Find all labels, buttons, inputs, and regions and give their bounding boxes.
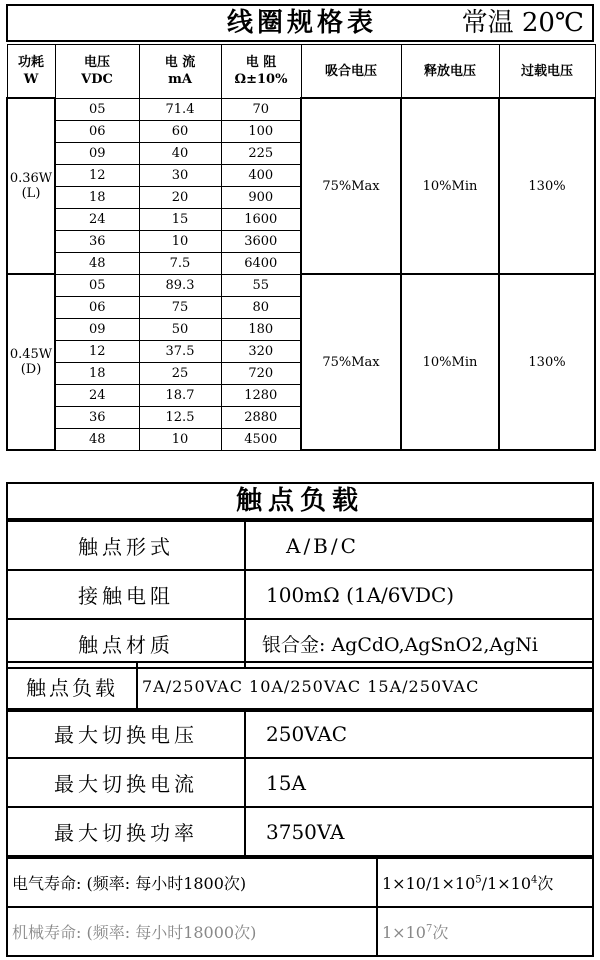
table-row — [7, 521, 593, 570]
current-cell: 10 — [139, 230, 221, 252]
resistance-cell: 4500 — [221, 428, 301, 450]
resistance-cell: 80 — [221, 296, 301, 318]
table-row — [7, 98, 595, 120]
voltage-cell: 18 — [55, 186, 139, 208]
voltage-cell: 18 — [55, 362, 139, 384]
voltage-cell: 05 — [55, 274, 139, 296]
current-cell: 30 — [139, 164, 221, 186]
current-cell: 18.7 — [139, 384, 221, 406]
table-row — [7, 907, 593, 956]
voltage-cell: 09 — [55, 318, 139, 340]
current-cell: 10 — [139, 428, 221, 450]
resistance-cell: 400 — [221, 164, 301, 186]
current-cell: 7.5 — [139, 252, 221, 274]
release-voltage-cell: 10%Min — [401, 274, 499, 450]
voltage-cell: 24 — [55, 208, 139, 230]
electrical-life-label: 电气寿命: (频率: 每小时1800次) — [7, 858, 377, 907]
power-rating-cell: 0.36W (L) — [7, 98, 55, 274]
current-cell: 75 — [139, 296, 221, 318]
coil-spec-title: 线圈规格表 — [226, 8, 377, 38]
header-release-voltage: 释放电压 — [401, 45, 499, 99]
resistance-cell: 6400 — [221, 252, 301, 274]
contact-material-value: 银合金: AgCdO,AgSnO2,AgNi — [245, 619, 593, 668]
resistance-cell: 1280 — [221, 384, 301, 406]
current-cell: 50 — [139, 318, 221, 340]
resistance-cell: 180 — [221, 318, 301, 340]
current-cell: 37.5 — [139, 340, 221, 362]
resistance-cell: 70 — [221, 98, 301, 120]
max-switch-voltage-value: 250VAC — [245, 709, 593, 758]
power-rating-cell: 0.45W (D) — [7, 274, 55, 450]
resistance-cell: 900 — [221, 186, 301, 208]
current-cell: 12.5 — [139, 406, 221, 428]
contact-material-label: 触点材质 — [7, 619, 245, 668]
temperature-label: 常温 20℃ — [461, 8, 584, 38]
max-switch-current-label: 最大切换电流 — [7, 758, 245, 807]
table-row — [7, 570, 593, 619]
resistance-cell: 720 — [221, 362, 301, 384]
max-switch-power-value: 3750VA — [245, 807, 593, 856]
table-row — [7, 758, 593, 807]
voltage-cell: 05 — [55, 98, 139, 120]
voltage-cell: 12 — [55, 164, 139, 186]
max-switch-power-label: 最大切换功率 — [7, 807, 245, 856]
current-cell: 20 — [139, 186, 221, 208]
voltage-cell: 48 — [55, 428, 139, 450]
table-row — [7, 807, 593, 856]
resistance-cell: 3600 — [221, 230, 301, 252]
life-table — [6, 857, 594, 957]
contact-max-table — [6, 708, 594, 857]
header-overload-voltage: 过载电压 — [499, 45, 595, 99]
voltage-cell: 12 — [55, 340, 139, 362]
mechanical-life-label: 机械寿命: (频率: 每小时18000次) — [7, 907, 377, 956]
contact-load-title-bar — [6, 482, 594, 520]
voltage-cell: 48 — [55, 252, 139, 274]
voltage-cell: 09 — [55, 142, 139, 164]
table-row — [7, 709, 593, 758]
contact-load-rating-table — [6, 661, 594, 712]
voltage-cell: 06 — [55, 120, 139, 142]
voltage-cell: 36 — [55, 406, 139, 428]
contact-resistance-value: 100mΩ (1A/6VDC) — [245, 570, 593, 619]
contact-form-value: A/B/C — [245, 521, 593, 570]
resistance-cell: 320 — [221, 340, 301, 362]
overload-voltage-cell: 130% — [499, 98, 595, 274]
coil-header-row — [7, 45, 595, 99]
contact-load-label: 触点负载 — [7, 662, 137, 711]
current-cell: 15 — [139, 208, 221, 230]
current-cell: 60 — [139, 120, 221, 142]
contact-load-value: 7A/250VAC 10A/250VAC 15A/250VAC — [137, 662, 593, 711]
current-cell: 40 — [139, 142, 221, 164]
voltage-cell: 36 — [55, 230, 139, 252]
header-voltage: 电压 VDC — [55, 45, 139, 99]
table-row — [7, 274, 595, 296]
header-power: 功耗 W — [7, 45, 55, 99]
voltage-cell: 24 — [55, 384, 139, 406]
table-row — [7, 858, 593, 907]
pickup-voltage-cell: 75%Max — [301, 98, 401, 274]
contact-resistance-label: 接触电阻 — [7, 570, 245, 619]
release-voltage-cell: 10%Min — [401, 98, 499, 274]
max-switch-current-value: 15A — [245, 758, 593, 807]
contact-load-table — [6, 520, 594, 669]
resistance-cell: 2880 — [221, 406, 301, 428]
current-cell: 71.4 — [139, 98, 221, 120]
current-cell: 25 — [139, 362, 221, 384]
resistance-cell: 100 — [221, 120, 301, 142]
contact-form-label: 触点形式 — [7, 521, 245, 570]
electrical-life-value: $1\times 10/1\times 10^5/1\times 10^4$次 — [377, 858, 593, 907]
max-switch-voltage-label: 最大切换电压 — [7, 709, 245, 758]
overload-voltage-cell: 130% — [499, 274, 595, 450]
current-cell: 89.3 — [139, 274, 221, 296]
resistance-cell: 1600 — [221, 208, 301, 230]
resistance-cell: 225 — [221, 142, 301, 164]
header-current: 电 流 mA — [139, 45, 221, 99]
table-row — [7, 662, 593, 711]
coil-spec-table — [6, 44, 596, 451]
mechanical-life-value: $1\times 10^7$次 — [377, 907, 593, 956]
header-pickup-voltage: 吸合电压 — [301, 45, 401, 99]
coil-spec-title-bar — [6, 4, 594, 42]
header-resistance: 电 阻 Ω±10% — [221, 45, 301, 99]
pickup-voltage-cell: 75%Max — [301, 274, 401, 450]
contact-load-title: 触点负载 — [235, 486, 364, 516]
voltage-cell: 06 — [55, 296, 139, 318]
resistance-cell: 55 — [221, 274, 301, 296]
